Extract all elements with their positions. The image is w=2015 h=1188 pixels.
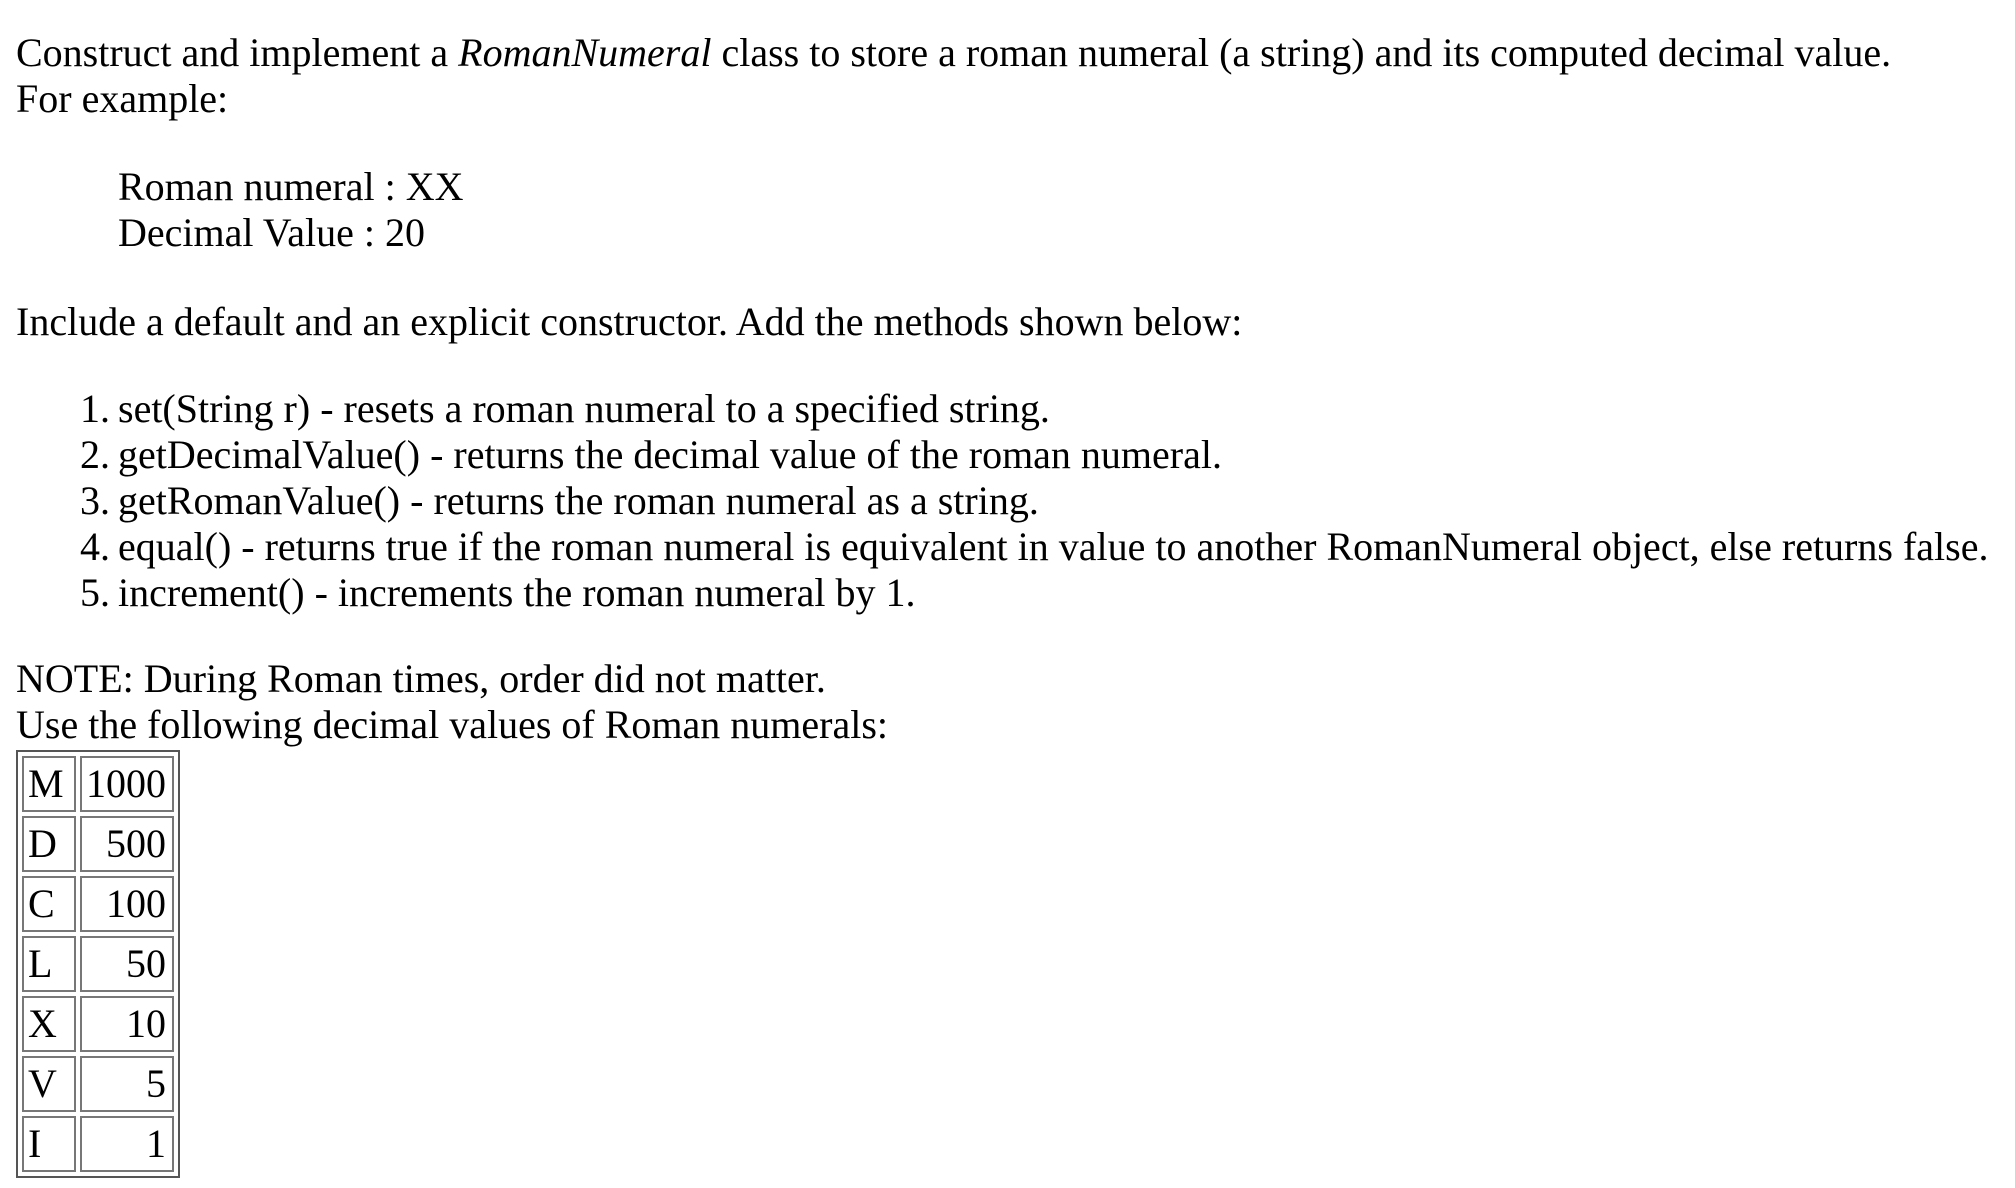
value-cell: 1: [80, 1116, 174, 1172]
value-cell: 1000: [80, 756, 174, 812]
list-item-text: getRomanValue() - returns the roman numeral as a string.: [118, 478, 1039, 523]
intro-line: [16, 30, 2006, 76]
value-cell: 5: [80, 1056, 174, 1112]
symbol-cell: V: [22, 1056, 76, 1112]
table-row: [22, 1056, 174, 1112]
list-item-number: 2.: [80, 432, 110, 477]
list-item-text: increment() - increments the roman numeral by 1.: [118, 570, 916, 615]
example-decimal: Decimal Value : 20: [118, 210, 425, 255]
list-item-number: 4.: [80, 524, 110, 569]
constructors-text: Include a default and an explicit constructor. Add the methods shown below:: [16, 299, 1243, 344]
example-roman: Roman numeral : XX: [118, 164, 464, 209]
intro-before: Construct and implement a: [16, 30, 459, 75]
table-row: [22, 816, 174, 872]
symbol-cell: X: [22, 996, 76, 1052]
value-cell: 500: [80, 816, 174, 872]
table-row: [22, 936, 174, 992]
list-item: [80, 432, 2006, 478]
table-row: [22, 996, 174, 1052]
class-name: RomanNumeral: [458, 30, 712, 75]
list-item-number: 3.: [80, 478, 110, 523]
note-line: NOTE: During Roman times, order did not matter.: [16, 656, 826, 701]
list-item-text: getDecimalValue() - returns the decimal value of the roman numeral.: [118, 432, 1222, 477]
symbol-cell: D: [22, 816, 76, 872]
methods-list: [16, 386, 2006, 616]
value-cell: 100: [80, 876, 174, 932]
symbol-cell: M: [22, 756, 76, 812]
table-row: [22, 1116, 174, 1172]
list-item: [80, 570, 2006, 616]
table-row: [22, 756, 174, 812]
intro-line-2: For example:: [16, 76, 229, 121]
list-item: [80, 524, 2006, 570]
symbol-cell: I: [22, 1116, 76, 1172]
assignment-page: [16, 30, 2006, 1178]
table-intro-line: Use the following decimal values of Roman numerals:: [16, 702, 889, 747]
value-cell: 10: [80, 996, 174, 1052]
intro-after: class to store a roman numeral (a string) and its computed decimal value.: [711, 30, 1892, 75]
value-cell: 50: [80, 936, 174, 992]
example-block: [118, 164, 2006, 256]
list-item-text: equal() - returns true if the roman numeral is equivalent in value to another RomanNumeral object, else returns false.: [118, 524, 1989, 569]
list-item-number: 1.: [80, 386, 110, 431]
symbol-cell: C: [22, 876, 76, 932]
list-item: [80, 478, 2006, 524]
list-item: [80, 386, 2006, 432]
symbol-cell: L: [22, 936, 76, 992]
table-row: [22, 876, 174, 932]
list-item-number: 5.: [80, 570, 110, 615]
numeral-table: [16, 750, 180, 1178]
list-item-text: set(String r) - resets a roman numeral to a specified string.: [118, 386, 1050, 431]
